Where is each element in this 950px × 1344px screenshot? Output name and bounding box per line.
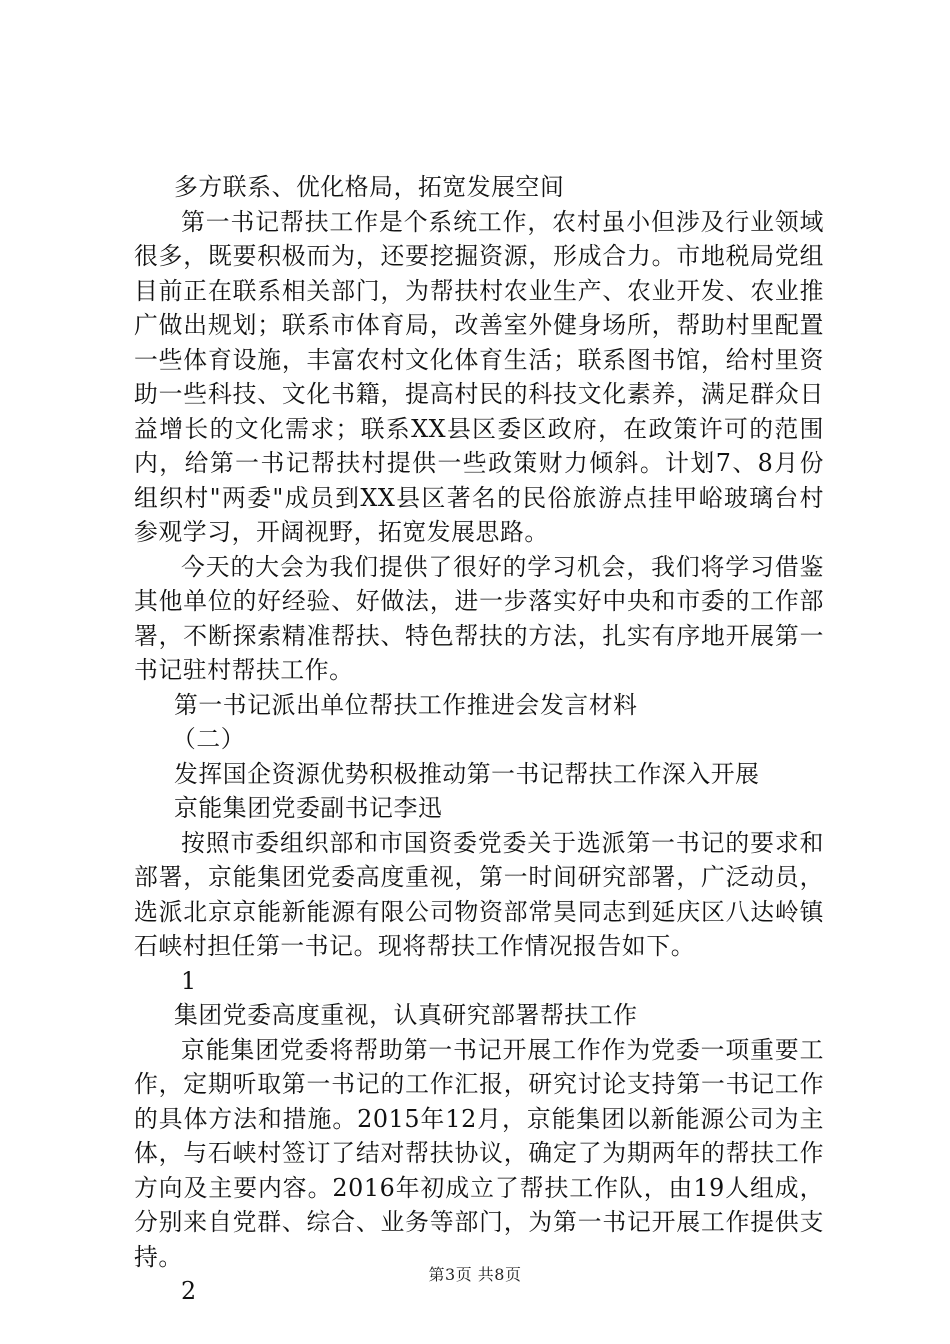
body-paragraph: 今天的大会为我们提供了很好的学习机会，我们将学习借鉴其他单位的好经验、好做法，进一步落实好中央和市委的工作部署，不断探索精准帮扶、特色帮扶的方法，扎实有序地开展第一书记驻村帮扶工作。 — [134, 552, 824, 684]
item-number: 2 — [181, 1277, 197, 1305]
speech-subtitle: 发挥国企资源优势积极推动第一书记帮扶工作深入开展 — [174, 759, 760, 788]
speaker-name: 京能集团党委副书记李迅 — [174, 794, 443, 822]
speech-title: 第一书记派出单位帮扶工作推进会发言材料 — [174, 690, 638, 719]
page-number-footer: 第3页 共8页 — [428, 1265, 522, 1284]
item-number: 1 — [181, 966, 197, 995]
section-heading: 多方联系、优化格局，拓宽发展空间 — [174, 173, 565, 201]
document-body — [134, 170, 824, 1309]
body-paragraph: 第一书记帮扶工作是个系统工作，农村虽小但涉及行业领域很多，既要积极而为，还要挖掘资源，形成合力。市地税局党组目前正在联系相关部门，为帮扶村农业生产、农业开发、农业推广做出规划；联系市体育局，改善室外健身场所，帮助村里配置一些体育设施，丰富农村文化体育生活；联系图书馆，给村里资助一些科技、文化书籍，提高村民的科技文化素养，满足群众日益增长的文化需求；联系XX县区委区政府，在政策许可的范围内，给第一书记帮扶村提供一些政策财力倾斜。计划7、8月份组织村"两委"成员到XX县区著名的民俗旅游点挂甲峪玻璃台村参观学习，开阔视野，拓宽发展思路。 — [134, 207, 824, 546]
body-paragraph: 京能集团党委将帮助第一书记开展工作作为党委一项重要工作，定期听取第一书记的工作汇报，研究讨论支持第一书记工作的具体方法和措施。2015年12月，京能集团以新能源公司为主体，与石峡村签订了结对帮扶协议，确定了为期两年的帮扶工作方向及主要内容。2016年初成立了帮扶工作队，由19人组成，分别来自党群、综合、业务等部门，为第一书记开展工作提供支持。 — [134, 1035, 824, 1271]
body-paragraph: 按照市委组织部和市国资委党委关于选派第一书记的要求和部署，京能集团党委高度重视，第一时间研究部署，广泛动员，选派北京京能新能源有限公司物资部常昊同志到延庆区八达岭镇石峡村担任第一书记。现将帮扶工作情况报告如下。 — [134, 828, 824, 960]
section-number: （二） — [172, 725, 246, 753]
section-heading: 集团党委高度重视，认真研究部署帮扶工作 — [174, 1001, 638, 1029]
